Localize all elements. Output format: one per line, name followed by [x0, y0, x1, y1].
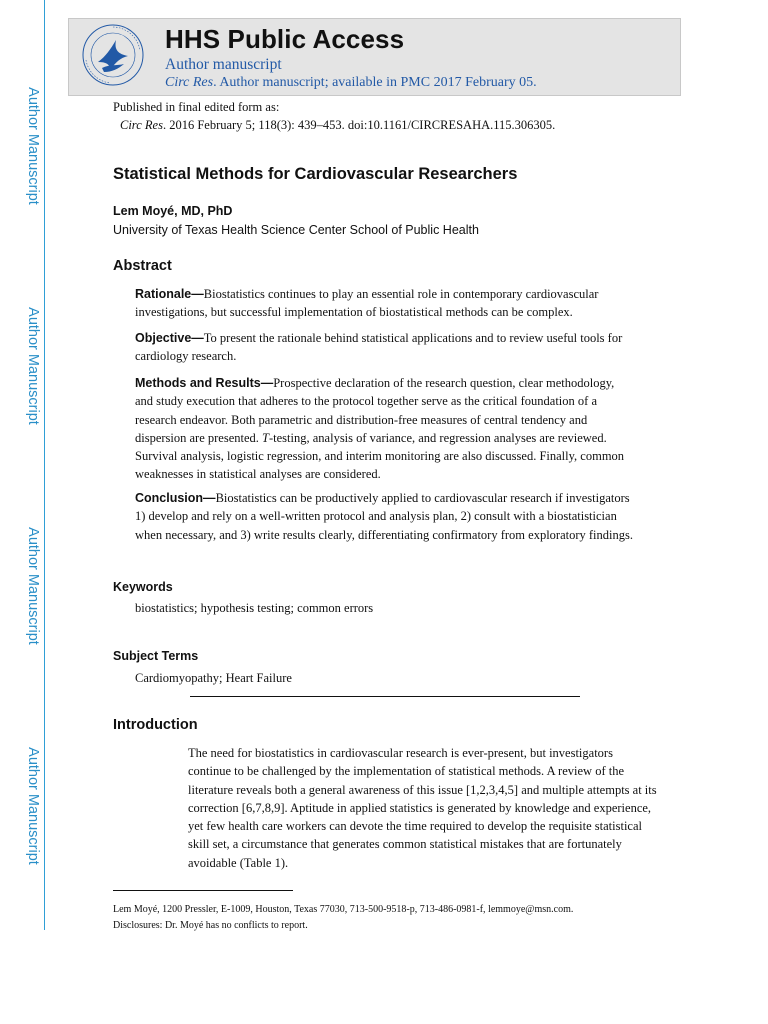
author-manuscript-label: Author manuscript: [165, 56, 282, 73]
section-divider: [190, 696, 580, 697]
keywords-text: biostatistics; hypothesis testing; common errors: [135, 601, 374, 615]
author-affiliation: University of Texas Health Science Center School of Public Health: [113, 223, 479, 237]
introduction-heading: Introduction: [113, 717, 198, 733]
abstract-objective: Objective—To present the rationale behind statistical applications and to review useful tools for cardiology research.: [135, 331, 623, 364]
published-label: Published in final edited form as:: [113, 100, 280, 114]
side-label: Author Manuscript: [25, 747, 42, 865]
footnote-divider: [113, 890, 293, 891]
footnote-contact: Lem Moyé, 1200 Pressler, E-1009, Houston, Texas 77030, 713-500-9518-p, 713-486-0981-f, lemmoye@msn.com.: [113, 904, 574, 915]
side-label: Author Manuscript: [25, 527, 42, 645]
side-label: Author Manuscript: [25, 307, 42, 425]
introduction-paragraph: The need for biostatistics in cardiovascular research is ever-present, but investigators continue to be challenged by the implementation of statistical methods. A review of the literature reveals both a general awareness of this issue [1,2,3,4,5] and multiple attempts at its correction [6,7,8,9]. Aptitude in applied statistics is generated by knowledge and experience, yet few health care workers can devote the time required to develop the requisite statistical skill set, a circumstance that generates common statistical mistakes that are fortunately avoidable (Table 1).: [188, 746, 657, 870]
journal-availability: Circ Res. Author manuscript; available in PMC 2017 February 05.: [165, 75, 537, 90]
paper-title: Statistical Methods for Cardiovascular Researchers: [113, 165, 518, 183]
subject-terms-text: Cardiomyopathy; Heart Failure: [135, 671, 292, 685]
subject-terms-heading: Subject Terms: [113, 649, 199, 663]
footnote-disclosures: Disclosures: Dr. Moyé has no conflicts to report.: [113, 920, 308, 931]
author-name: Lem Moyé, MD, PhD: [113, 204, 233, 218]
side-label: Author Manuscript: [25, 87, 42, 205]
citation: Circ Res. 2016 February 5; 118(3): 439–453. doi:10.1161/CIRCRESAHA.115.306305.: [120, 118, 556, 132]
keywords-heading: Keywords: [113, 580, 173, 594]
header-title: HHS Public Access: [165, 24, 405, 54]
abstract-heading: Abstract: [113, 258, 172, 274]
margin-rule: [44, 0, 45, 930]
abstract-rationale: Rationale—Biostatistics continues to play an essential role in contemporary cardiovascular investigations, but successful implementation of biostatistical methods can be complex.: [135, 287, 599, 320]
abstract-methods-results: Methods and Results—Prospective declaration of the research question, clear methodology, and study execution that adheres to the protocol together serve as the critical foundation of a research endeavor. Both parametric and distribution-free measures of central tendency and dispersion are presented. T-testing, analysis of variance, and regression analyses are reviewed. Survival analysis, logistic regression, and interim monitoring are also discussed. Finally, common weaknesses in statistical analyses are considered.: [135, 376, 625, 482]
hhs-eagle-logo-icon: [80, 22, 146, 88]
abstract-conclusion: Conclusion—Biostatistics can be productively applied to cardiovascular research if investigators 1) develop and rely on a well-written protocol and analysis plan, 2) consult with a biostatistician when necessary, and 3) write results clearly, differentiating confirmatory from exploratory findings.: [135, 491, 633, 542]
